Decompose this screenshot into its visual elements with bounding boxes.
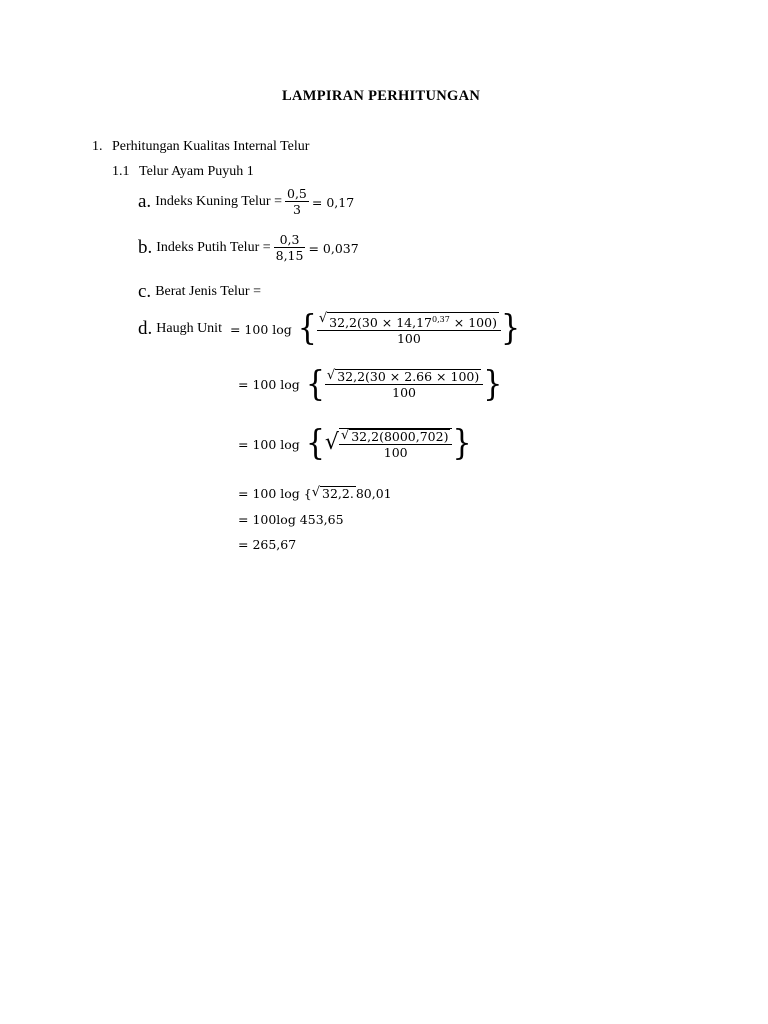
item-c <box>138 281 261 303</box>
step3 <box>238 423 472 464</box>
item-c-label: Berat Jenis Telur = <box>155 284 261 299</box>
step3-denominator: 100 <box>383 445 408 460</box>
section-label: Perhitungan Kualitas Internal Telur <box>112 139 310 154</box>
item-b-denominator: 8,15 <box>275 248 304 263</box>
page-title: LAMPIRAN PERHITUNGAN <box>282 88 481 104</box>
step2-fraction <box>325 369 483 400</box>
left-brace: { <box>305 363 325 405</box>
item-a <box>138 187 354 217</box>
step2-prefix: = 100 log <box>238 377 300 392</box>
right-brace: } <box>452 423 472 464</box>
step1-fraction <box>317 312 501 346</box>
item-a-marker: a. <box>138 191 152 212</box>
item-d <box>138 308 521 349</box>
step5: = 100log 453,65 <box>238 512 344 527</box>
left-brace: { <box>297 308 317 349</box>
item-d-marker: d. <box>138 318 153 340</box>
step1-denominator: 100 <box>396 331 421 347</box>
step1-sqrt: √ $32,2(30 \times 14,17^{0,37} \times 100)$ <box>318 311 497 331</box>
item-b <box>138 233 359 263</box>
item-b-fraction <box>274 233 306 263</box>
item-b-label: Indeks Putih Telur = <box>156 240 271 255</box>
section-heading <box>92 139 309 155</box>
right-brace: } <box>500 308 521 349</box>
step2-sqrt: √ 32,2(30 × 2.66 × 100) <box>326 368 480 384</box>
subsection-number: 1.1 <box>112 164 130 179</box>
step2 <box>238 363 503 405</box>
item-a-numerator: 0,5 <box>287 186 307 201</box>
step1-prefix: = 100 log <box>229 321 292 337</box>
section-number: 1. <box>92 139 103 154</box>
step3-sqrt: √ 32,2(8000,702) <box>340 428 449 444</box>
step3-fraction <box>339 429 453 460</box>
right-brace: } <box>483 363 503 405</box>
step6: = 265,67 <box>238 537 297 552</box>
item-d-label: Haugh Unit <box>156 321 222 337</box>
subsection-heading <box>112 164 254 180</box>
step4 <box>238 486 392 501</box>
item-b-numerator: 0,3 <box>279 232 300 247</box>
left-brace: { <box>305 423 325 464</box>
step4-prefix: = 100 log { <box>238 486 312 501</box>
item-a-denominator: 3 <box>292 202 301 217</box>
item-a-fraction <box>285 187 309 217</box>
step4-tail: 80,01 <box>355 486 392 501</box>
step3-outer-sqrt: √ √ 32,2(8000,702) 100 <box>325 428 453 460</box>
step3-prefix: = 100 log <box>238 436 300 452</box>
item-b-result: = 0,037 <box>308 240 359 256</box>
item-a-label: Indeks Kuning Telur = <box>155 194 282 209</box>
item-a-result: = 0,17 <box>311 194 355 210</box>
item-c-marker: c. <box>138 281 152 302</box>
item-b-marker: b. <box>138 237 153 258</box>
subsection-label: Telur Ayam Puyuh 1 <box>139 164 254 179</box>
step2-denominator: 100 <box>392 385 416 400</box>
step4-sqrt: √ 32,2. <box>311 485 354 501</box>
